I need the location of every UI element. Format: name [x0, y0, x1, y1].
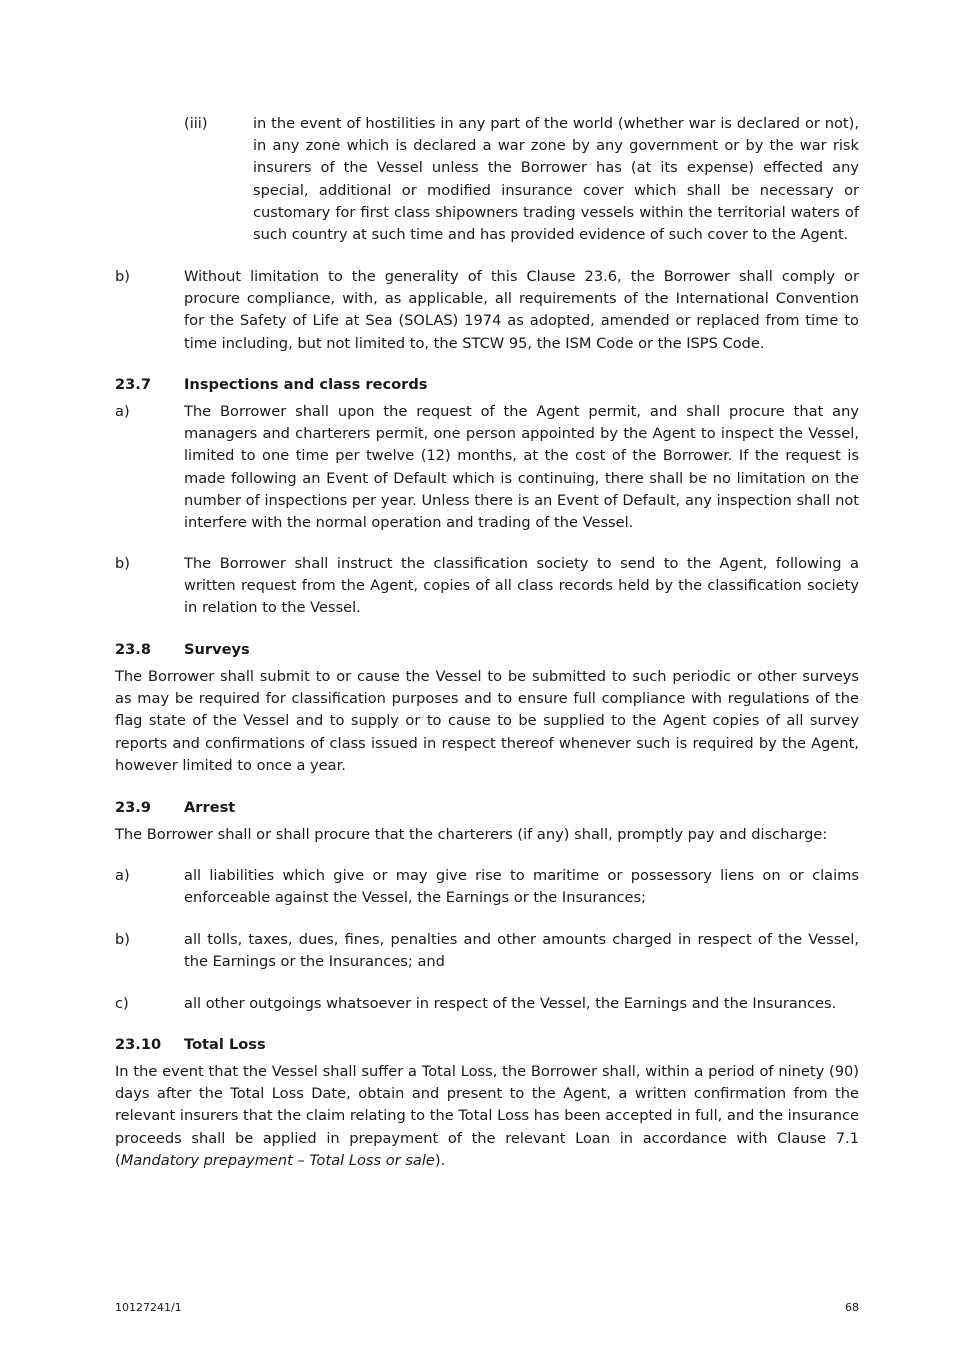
- clause-23-8-heading: [115, 639, 859, 661]
- item-label: c): [115, 995, 129, 1012]
- item-text: The Borrower shall upon the request of the Agent permit, and shall procure that any managers and charterers permit, one person appointed by the Agent to inspect the Vessel, limited to one time per twelve (12) months, at the cost of the Borrower. If the request is made following an Event of Default which is continuing, there shall be no limitation on the number of inspections per year. Unless there is an Event of Default, any inspection shall not interfere with the normal operation and trading of the Vessel.: [184, 403, 859, 532]
- clause-23-6-sub-iii: [115, 113, 859, 246]
- clause-23-10-text: [115, 1061, 859, 1172]
- footer-page-number: 68: [845, 1301, 859, 1314]
- footer-doc-ref: 10127241/1: [115, 1301, 182, 1314]
- clause-23-10-text-italic: Mandatory prepayment – Total Loss or sale: [120, 1151, 435, 1169]
- clause-23-7-heading: [115, 374, 859, 396]
- clause-title: Total Loss: [184, 1036, 266, 1053]
- clause-number: 23.8: [115, 641, 152, 658]
- item-label: b): [115, 931, 130, 948]
- clause-23-7-item-b: [115, 553, 859, 620]
- item-label: b): [115, 268, 130, 285]
- clause-23-7-item-a: [115, 401, 859, 534]
- clause-23-9-heading: [115, 797, 859, 819]
- clause-23-9-item-b: [115, 929, 859, 973]
- sub-item-text: in the event of hostilities in any part of the world (whether war is declared or not), in any zone which is declared a war zone by any government or by the war risk insurers of the Vessel unless the Borrower has (at its expense) effected any special, additional or modified insurance cover which shall be necessary or customary for first class shipowners trading vessels within the territorial waters of such country at such time and has provided evidence of such cover to the Agent.: [253, 115, 859, 244]
- item-label: a): [115, 403, 130, 420]
- sub-item-label: (iii): [184, 115, 208, 132]
- item-label: b): [115, 555, 130, 572]
- clause-23-10-text-end: ).: [434, 1151, 446, 1169]
- item-text: all liabilities which give or may give rise to maritime or possessory liens on or claims enforceable against the Vessel, the Earnings or the Insurances;: [184, 867, 859, 907]
- clause-number: 23.10: [115, 1036, 162, 1053]
- item-text: The Borrower shall instruct the classification society to send to the Agent, following a written request from the Agent, copies of all class records held by the classification society in relation to the Vessel.: [184, 555, 859, 617]
- clause-23-10-heading: [115, 1034, 859, 1056]
- clause-number: 23.9: [115, 799, 152, 816]
- clause-title: Arrest: [184, 799, 236, 816]
- item-text: Without limitation to the generality of this Clause 23.6, the Borrower shall comply or procure compliance, with, as applicable, all requirements of the International Convention for the Safety of Life at Sea (SOLAS) 1974 as adopted, amended or replaced from time to time including, but not limited to, the STCW 95, the ISM Code or the ISPS Code.: [184, 268, 859, 352]
- clause-23-6-item-b: [115, 266, 859, 355]
- clause-23-9-item-a: [115, 865, 859, 909]
- clause-23-9-intro: The Borrower shall or shall procure that the charterers (if any) shall, promptly pay and discharge:: [115, 826, 828, 843]
- item-text: all tolls, taxes, dues, fines, penalties and other amounts charged in respect of the Vessel, the Earnings or the Insurances; and: [184, 931, 859, 971]
- clause-23-10-text-main: In the event that the Vessel shall suffer a Total Loss, the Borrower shall, within a period of ninety (90) days after the Total Loss Date, obtain and present to the Agent, a written confirmation from the relevant insurers that the claim relating to the Total Loss has been accepted in full, and the insurance proceeds shall be applied in prepayment of the relevant Loan in accordance with Clause 7.1 (: [115, 1063, 859, 1169]
- clause-23-9-item-c: [115, 993, 859, 1015]
- clause-number: 23.7: [115, 376, 152, 393]
- clause-23-8-text: The Borrower shall submit to or cause the Vessel to be submitted to such periodic or other surveys as may be required for classification purposes and to ensure full compliance with regulations of the flag state of the Vessel and to supply or to cause to be supplied to the Agent copies of all survey reports and confirmations of class issued in respect thereof whenever such is required by the Agent, however limited to once a year.: [115, 668, 859, 774]
- clause-title: Inspections and class records: [184, 376, 428, 393]
- item-label: a): [115, 867, 130, 884]
- clause-title: Surveys: [184, 641, 250, 658]
- item-text: all other outgoings whatsoever in respect of the Vessel, the Earnings and the Insurances.: [184, 995, 837, 1012]
